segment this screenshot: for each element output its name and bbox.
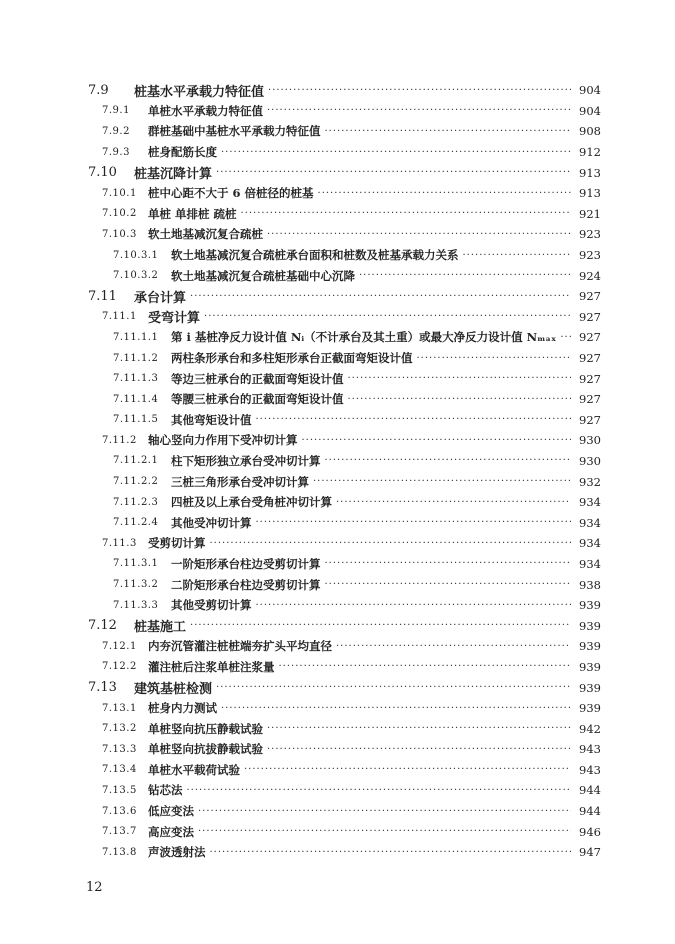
toc-entry-page: 934 — [579, 495, 601, 510]
toc-entry-title: 软土地基减沉复合疏桩承台面积和桩数及桩基承载力关系 — [171, 248, 459, 263]
dot-leader — [216, 682, 571, 693]
toc-entry[interactable] — [0, 265, 675, 286]
toc-entry[interactable] — [0, 739, 675, 760]
toc-entry-page: 904 — [579, 103, 601, 118]
toc-entry[interactable] — [0, 677, 675, 698]
toc-entry-title: 受弯计算 — [148, 311, 201, 327]
toc-entry[interactable] — [0, 224, 675, 245]
dot-leader — [348, 373, 572, 384]
toc-entry-page: 927 — [579, 371, 601, 386]
toc-entry-number: 7.11.2 — [102, 434, 137, 446]
toc-entry-title: 软土地基减沉复合疏桩基础中心沉降 — [171, 268, 355, 283]
toc-entry-page: 932 — [579, 474, 601, 489]
toc-entry[interactable] — [0, 162, 675, 183]
toc-entry-number: 7.11.3.1 — [113, 558, 159, 570]
dot-leader — [256, 414, 572, 425]
toc-entry[interactable] — [0, 760, 675, 781]
toc-entry-title: 高应变法 — [148, 824, 194, 839]
toc-entry[interactable] — [0, 204, 675, 225]
toc-entry-title: 受剪切计算 — [148, 536, 206, 551]
toc-entry[interactable] — [0, 595, 675, 616]
toc-entry-number: 7.9.1 — [102, 105, 130, 117]
toc-entry-page: 930 — [579, 453, 601, 468]
toc-entry-number: 7.10.2 — [102, 208, 137, 220]
toc-entry-page: 934 — [579, 515, 601, 530]
dot-leader — [336, 641, 571, 652]
toc-entry-page: 944 — [579, 804, 601, 819]
toc-entry-title: 声波透射法 — [148, 845, 206, 860]
toc-entry-title: 四桩及以上承台受角桩冲切计算 — [171, 495, 332, 510]
toc-entry-number: 7.11.2.1 — [113, 455, 159, 467]
toc-entry[interactable] — [0, 842, 675, 863]
toc-entry[interactable] — [0, 451, 675, 472]
dot-leader — [417, 353, 572, 364]
toc-entry-number: 7.11.2.2 — [113, 476, 159, 488]
toc-entry-page: 930 — [579, 433, 601, 448]
toc-entry-title: 两柱条形承台和多柱矩形承台正截面弯矩设计值 — [171, 351, 413, 366]
toc-entry-page: 913 — [579, 186, 601, 201]
toc-entry-number: 7.11.2.4 — [113, 517, 159, 529]
toc-entry[interactable] — [0, 554, 675, 575]
toc-entry-page: 927 — [579, 309, 601, 324]
toc-entry-number: 7.11.2.3 — [113, 496, 159, 508]
toc-entry-title: 桩基沉降计算 — [134, 167, 213, 183]
dot-leader — [325, 126, 572, 137]
toc-entry-title: 单桩水平载荷试验 — [148, 762, 240, 777]
dot-leader — [198, 826, 571, 837]
toc-entry[interactable] — [0, 80, 675, 101]
toc-entry-number: 7.13 — [88, 680, 117, 696]
dot-leader — [313, 476, 571, 487]
toc-entry[interactable] — [0, 142, 675, 163]
toc-entry-title: 桩身配筋长度 — [148, 145, 217, 160]
toc-entry-number: 7.13.4 — [102, 764, 137, 776]
dot-leader — [560, 332, 571, 343]
toc-entry-title: 二阶矩形承台柱边受剪切计算 — [171, 577, 321, 592]
toc-entry[interactable] — [0, 286, 675, 307]
toc-entry-number: 7.10.3 — [102, 228, 137, 240]
toc-entry[interactable] — [0, 389, 675, 410]
toc-entry-title: 三桩三角形承台受冲切计算 — [171, 474, 309, 489]
toc-entry-number: 7.13.5 — [102, 784, 137, 796]
toc-entry-title: 承台计算 — [134, 290, 187, 306]
toc-entry[interactable] — [0, 718, 675, 739]
toc-entry[interactable] — [0, 245, 675, 266]
toc-entry[interactable] — [0, 512, 675, 533]
toc-entry-title: 柱下矩形独立承台受冲切计算 — [171, 453, 321, 468]
table-of-contents — [0, 80, 675, 863]
toc-entry[interactable] — [0, 121, 675, 142]
toc-entry-number: 7.12 — [88, 618, 117, 634]
dot-leader — [210, 847, 572, 858]
toc-entry-title: 等腰三桩承台的正截面弯矩设计值 — [171, 392, 344, 407]
toc-entry-number: 7.11 — [88, 288, 117, 304]
dot-leader — [359, 270, 571, 281]
toc-entry-page: 939 — [579, 680, 601, 695]
toc-entry-title: 其他弯矩设计值 — [171, 412, 252, 427]
dot-leader — [190, 620, 571, 631]
toc-entry-page: 939 — [579, 639, 601, 654]
dot-leader — [267, 723, 571, 734]
toc-entry-title: 软土地基减沉复合疏桩 — [148, 227, 263, 242]
toc-entry-title: 单桩竖向抗压静载试验 — [148, 721, 263, 736]
dot-leader — [241, 208, 571, 219]
toc-entry-number: 7.11.3.2 — [113, 579, 159, 591]
toc-entry-title: 第 i 基桩净反力设计值 Nᵢ（不计承台及其土重）或最大净反力设计值 Nₘₐₓ — [171, 330, 557, 345]
toc-entry[interactable] — [0, 533, 675, 554]
toc-entry-number: 7.13.8 — [102, 846, 137, 858]
dot-leader — [187, 785, 572, 796]
toc-entry-number: 7.12.1 — [102, 640, 137, 652]
toc-entry-page: 939 — [579, 659, 601, 674]
toc-entry-title: 一阶矩形承台柱边受剪切计算 — [171, 556, 321, 571]
toc-entry-page: 939 — [579, 618, 601, 633]
toc-entry-page: 923 — [579, 248, 601, 263]
toc-entry-title: 轴心竖向力作用下受冲切计算 — [148, 433, 298, 448]
dot-leader — [336, 497, 571, 508]
toc-entry[interactable] — [0, 698, 675, 719]
toc-entry-number: 7.9.2 — [102, 125, 130, 137]
toc-entry-number: 7.11.3.3 — [113, 599, 159, 611]
toc-entry-title: 其他受剪切计算 — [171, 598, 252, 613]
dot-leader — [221, 147, 571, 158]
dot-leader — [267, 229, 571, 240]
toc-entry-number: 7.9 — [88, 82, 109, 98]
toc-entry[interactable] — [0, 615, 675, 636]
dot-leader — [325, 558, 572, 569]
toc-entry-title: 灌注桩后注浆单桩注浆量 — [148, 659, 275, 674]
toc-entry[interactable] — [0, 430, 675, 451]
toc-entry-page: 908 — [579, 124, 601, 139]
toc-entry-title: 其他受冲切计算 — [171, 515, 252, 530]
page-number: 12 — [86, 880, 103, 895]
toc-entry-title: 低应变法 — [148, 804, 194, 819]
dot-leader — [267, 105, 571, 116]
dot-leader — [325, 455, 572, 466]
toc-entry-number: 7.13.1 — [102, 702, 137, 714]
toc-entry-page: 927 — [579, 289, 601, 304]
toc-entry-page: 934 — [579, 536, 601, 551]
dot-leader — [318, 188, 571, 199]
toc-entry-page: 942 — [579, 721, 601, 736]
dot-leader — [463, 250, 572, 261]
toc-entry-page: 939 — [579, 598, 601, 613]
toc-entry-title: 群桩基础中基桩水平承载力特征值 — [148, 124, 321, 139]
toc-entry-page: 927 — [579, 412, 601, 427]
dot-leader — [268, 85, 571, 96]
toc-entry-page: 946 — [579, 824, 601, 839]
toc-entry-title: 钻芯法 — [148, 783, 183, 798]
toc-entry[interactable] — [0, 348, 675, 369]
toc-entry[interactable] — [0, 574, 675, 595]
toc-entry-title: 单桩 单排桩 疏桩 — [148, 206, 237, 221]
toc-entry-number: 7.10 — [88, 165, 117, 181]
toc-entry[interactable] — [0, 492, 675, 513]
toc-entry[interactable] — [0, 801, 675, 822]
dot-leader — [267, 744, 571, 755]
toc-entry[interactable] — [0, 410, 675, 431]
toc-entry-page: 939 — [579, 701, 601, 716]
toc-entry-title: 桩身内力测试 — [148, 701, 217, 716]
toc-entry-number: 7.11.1.3 — [113, 373, 159, 385]
dot-leader — [256, 600, 572, 611]
toc-entry-number: 7.12.2 — [102, 661, 137, 673]
toc-entry-number: 7.11.1.4 — [113, 393, 159, 405]
toc-entry[interactable] — [0, 471, 675, 492]
toc-entry-page: 944 — [579, 783, 601, 798]
toc-entry[interactable] — [0, 101, 675, 122]
toc-entry[interactable] — [0, 307, 675, 328]
dot-leader — [302, 435, 572, 446]
toc-entry-title: 建筑基桩检测 — [134, 682, 213, 698]
toc-entry-title: 桩中心距不大于 6 倍桩径的桩基 — [148, 186, 314, 201]
dot-leader — [348, 394, 572, 405]
toc-entry[interactable] — [0, 657, 675, 678]
toc-entry-page: 921 — [579, 206, 601, 221]
toc-entry-number: 7.11.1.5 — [113, 414, 159, 426]
toc-entry-title: 单桩水平承载力特征值 — [148, 103, 263, 118]
toc-entry-page: 943 — [579, 762, 601, 777]
toc-entry[interactable] — [0, 368, 675, 389]
toc-entry-number: 7.11.3 — [102, 537, 137, 549]
toc-entry-number: 7.13.6 — [102, 805, 137, 817]
toc-entry[interactable] — [0, 636, 675, 657]
toc-entry-title: 桩基水平承载力特征值 — [134, 84, 265, 100]
toc-entry-page: 927 — [579, 330, 601, 345]
dot-leader — [216, 167, 571, 178]
toc-entry-number: 7.10.1 — [102, 187, 137, 199]
toc-entry-page: 924 — [579, 268, 601, 283]
toc-entry-page: 934 — [579, 556, 601, 571]
toc-entry-title: 桩基施工 — [134, 620, 187, 636]
dot-leader — [256, 517, 572, 528]
toc-entry-number: 7.11.1 — [102, 311, 137, 323]
toc-entry-page: 927 — [579, 392, 601, 407]
toc-entry-title: 等边三桩承台的正截面弯矩设计值 — [171, 371, 344, 386]
toc-entry-page: 923 — [579, 227, 601, 242]
toc-entry-number: 7.13.2 — [102, 723, 137, 735]
toc-entry-number: 7.13.3 — [102, 743, 137, 755]
toc-entry-number: 7.10.3.1 — [113, 249, 159, 261]
toc-entry-title: 内夯沉管灌注桩桩端夯扩头平均直径 — [148, 639, 332, 654]
toc-entry-number: 7.10.3.2 — [113, 270, 159, 282]
dot-leader — [204, 311, 571, 322]
toc-entry[interactable] — [0, 821, 675, 842]
toc-entry-page: 913 — [579, 165, 601, 180]
dot-leader — [221, 703, 571, 714]
toc-entry[interactable] — [0, 780, 675, 801]
toc-entry[interactable] — [0, 183, 675, 204]
dot-leader — [279, 661, 572, 672]
toc-entry-title: 单桩竖向抗拔静载试验 — [148, 742, 263, 757]
toc-entry-page: 947 — [579, 845, 601, 860]
dot-leader — [198, 806, 571, 817]
dot-leader — [244, 764, 571, 775]
toc-entry-page: 943 — [579, 742, 601, 757]
toc-entry-number: 7.11.1.2 — [113, 352, 159, 364]
toc-entry-page: 927 — [579, 351, 601, 366]
dot-leader — [210, 538, 572, 549]
toc-entry-number: 7.9.3 — [102, 146, 130, 158]
dot-leader — [190, 291, 571, 302]
toc-entry-page: 912 — [579, 145, 601, 160]
dot-leader — [325, 579, 572, 590]
toc-entry[interactable] — [0, 327, 675, 348]
toc-entry-page: 904 — [579, 83, 601, 98]
toc-entry-number: 7.13.7 — [102, 826, 137, 838]
toc-entry-page: 938 — [579, 577, 601, 592]
toc-entry-number: 7.11.1.1 — [113, 331, 159, 343]
